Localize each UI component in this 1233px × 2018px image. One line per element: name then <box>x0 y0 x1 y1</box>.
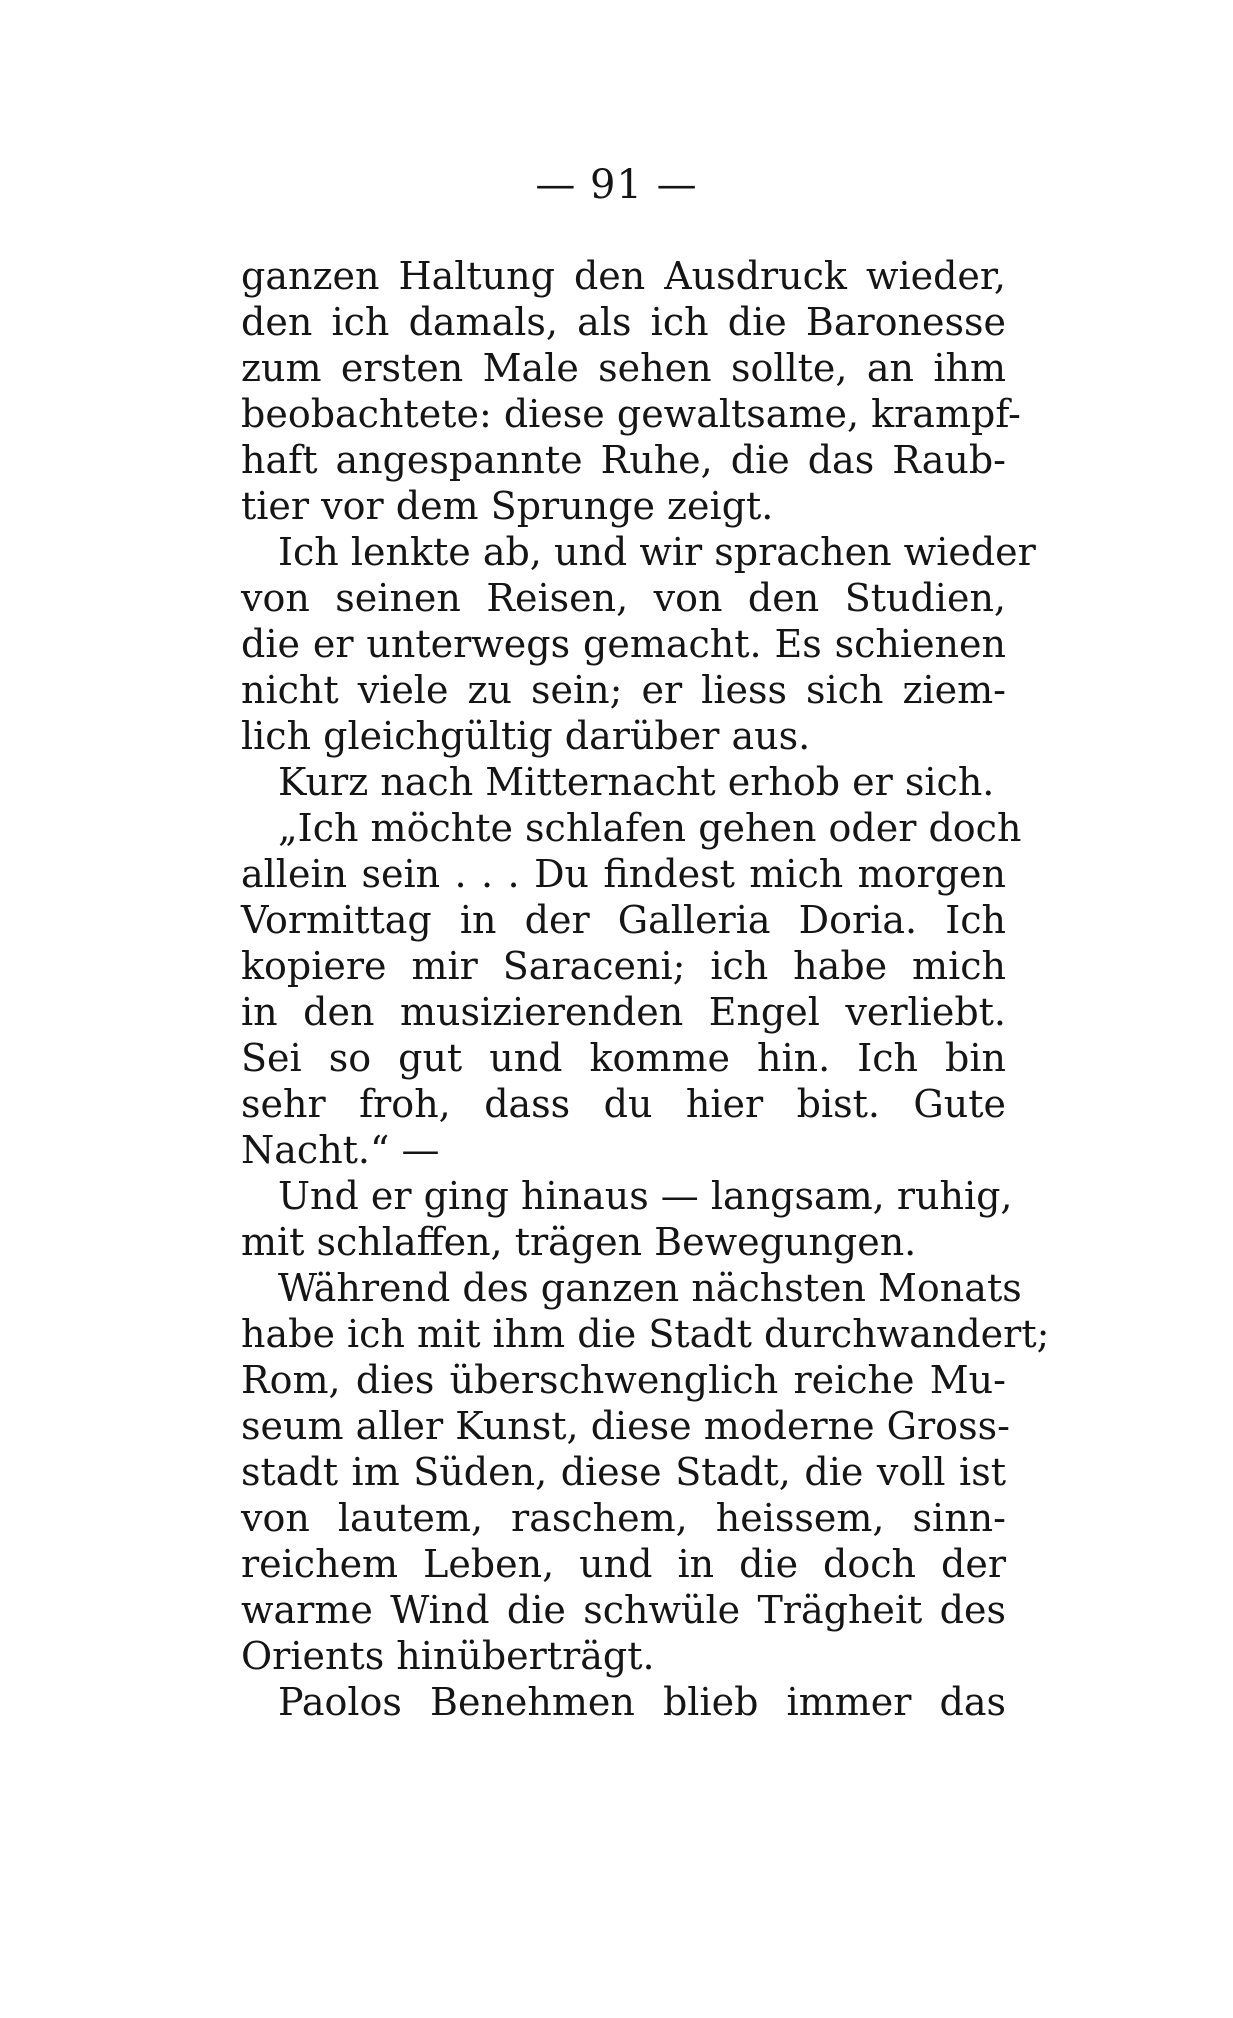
paragraph-start-line: Paolos Benehmen blieb immer das <box>278 1680 1006 1724</box>
text-line: Nacht.“ — <box>241 1128 440 1172</box>
text-line: haft angespannte Ruhe, die das Raub- <box>241 438 1006 482</box>
text-line: Vormittag in der Galleria Doria. Ich <box>241 898 1006 942</box>
text-line: Orients hinüberträgt. <box>241 1634 655 1678</box>
text-line: nicht viele zu sein; er liess sich ziem- <box>241 668 1006 712</box>
text-line: ganzen Haltung den Ausdruck wieder, <box>241 254 1006 298</box>
text-line: allein sein . . . Du findest mich morgen <box>241 852 1006 896</box>
paragraph-start-line: Kurz nach Mitternacht erhob er sich. <box>278 760 995 804</box>
text-line: in den musizierenden Engel verliebt. <box>241 990 1006 1034</box>
body-text <box>241 253 1050 1725</box>
text-line: reichem Leben, und in die doch der <box>241 1542 1006 1586</box>
paragraph-start-line: „Ich möchte schlafen gehen oder doch <box>278 806 1022 850</box>
paragraph-start-line: Ich lenkte ab, und wir sprachen wieder <box>278 530 1036 574</box>
page-number: — 91 — <box>535 162 698 208</box>
text-line: die er unterwegs gemacht. Es schienen <box>241 622 1006 666</box>
text-line: tier vor dem Sprunge zeigt. <box>241 484 774 528</box>
text-line: stadt im Süden, diese Stadt, die voll ist <box>241 1450 1006 1494</box>
paragraph-start-line: Während des ganzen nächsten Monats <box>278 1266 1022 1310</box>
text-line: lich gleichgültig darüber aus. <box>241 714 811 758</box>
text-line: beobachtete: diese gewaltsame, krampf- <box>241 392 1021 436</box>
text-line: habe ich mit ihm die Stadt durchwandert; <box>241 1312 1050 1356</box>
text-line: sehr froh, dass du hier bist. Gute <box>241 1082 1006 1126</box>
text-line: seum aller Kunst, diese moderne Gross- <box>241 1404 1010 1448</box>
text-line: warme Wind die schwüle Trägheit des <box>241 1588 1006 1632</box>
paragraph-start-line: Und er ging hinaus — langsam, ruhig, <box>278 1174 1013 1218</box>
text-line: Rom, dies überschwenglich reiche Mu- <box>241 1358 1006 1402</box>
text-line: zum ersten Male sehen sollte, an ihm <box>241 346 1006 390</box>
text-line: Sei so gut und komme hin. Ich bin <box>241 1036 1006 1080</box>
text-line: von lautem, raschem, heissem, sinn- <box>241 1496 1006 1540</box>
text-line: kopiere mir Saraceni; ich habe mich <box>241 944 1006 988</box>
text-line: von seinen Reisen, von den Studien, <box>241 576 1006 620</box>
text-line: mit schlaffen, trägen Bewegungen. <box>241 1220 917 1264</box>
text-line: den ich damals, als ich die Baronesse <box>241 300 1006 344</box>
